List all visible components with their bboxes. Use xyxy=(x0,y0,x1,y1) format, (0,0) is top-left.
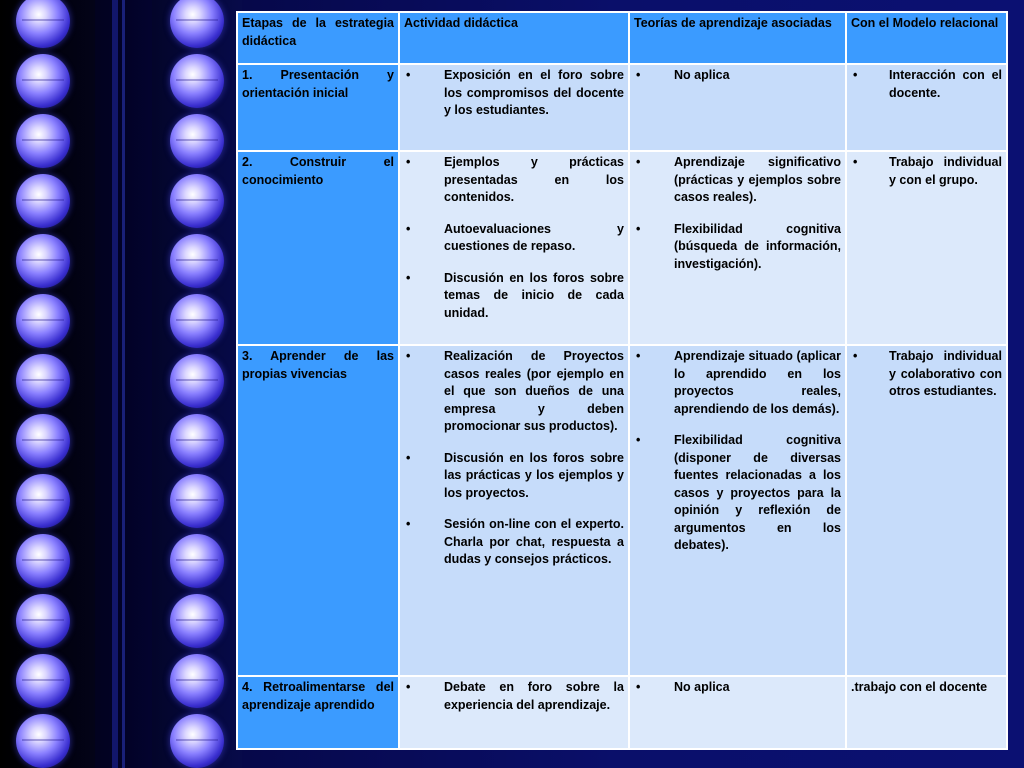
orb-decoration xyxy=(16,54,70,108)
orb-decoration xyxy=(170,534,224,588)
orb-decoration xyxy=(170,474,224,528)
orb-decoration xyxy=(16,114,70,168)
theory-cell xyxy=(629,151,846,345)
orb-decoration xyxy=(170,654,224,708)
theory-cell xyxy=(629,676,846,749)
activity-cell xyxy=(399,676,629,749)
strategy-table xyxy=(236,11,1008,750)
activity-item: • Realización de Proyectos casos reales (por ejemplo en el que son dueños de una empresa y deben promocionar sus productos). xyxy=(404,348,624,436)
header-model: Con el Modelo relacional xyxy=(846,12,1007,64)
orb-decoration xyxy=(16,354,70,408)
model-item: • Trabajo individual y con el grupo. xyxy=(851,154,1002,189)
activity-item: • Autoevaluaciones y cuestiones de repaso. xyxy=(404,221,624,256)
model-item: • Trabajo individual y colaborativo con otros estudiantes. xyxy=(851,348,1002,401)
theory-cell xyxy=(629,345,846,676)
orb-decoration xyxy=(170,714,224,768)
orb-decoration xyxy=(16,654,70,708)
activity-cell xyxy=(399,151,629,345)
header-activity: Actividad didáctica xyxy=(399,12,629,64)
activity-item: • Discusión en los foros sobre las prácticas y los ejemplos y los proyectos. xyxy=(404,450,624,503)
activity-item: • Debate en foro sobre la experiencia del aprendizaje. xyxy=(404,679,624,714)
orb-decoration xyxy=(16,474,70,528)
orb-decoration xyxy=(16,714,70,768)
orb-decoration xyxy=(16,534,70,588)
theory-item: • No aplica xyxy=(634,67,841,85)
orb-decoration xyxy=(170,294,224,348)
light-stripe xyxy=(112,0,118,768)
orb-decoration xyxy=(170,174,224,228)
orb-decoration xyxy=(170,114,224,168)
table-row xyxy=(237,676,1007,749)
orb-decoration xyxy=(170,354,224,408)
stage-cell: 2. Construir el conocimiento xyxy=(237,151,399,345)
theory-item: • Flexibilidad cognitiva (búsqueda de información, investigación). xyxy=(634,221,841,274)
theory-item: • Aprendizaje significativo (prácticas y ejemplos sobre casos reales). xyxy=(634,154,841,207)
model-cell xyxy=(846,151,1007,345)
stage-cell: 1. Presentación y orientación inicial xyxy=(237,64,399,151)
activity-item: • Sesión on-line con el experto. Charla por chat, respuesta a dudas y consejos prácticos. xyxy=(404,516,624,569)
stage-cell: 3. Aprender de las propias vivencias xyxy=(237,345,399,676)
theory-item: • Aprendizaje situado (aplicar lo aprendido en los proyectos reales, aprendiendo de los demás). xyxy=(634,348,841,418)
header-stages: Etapas de la estrategia didáctica xyxy=(237,12,399,64)
orb-decoration xyxy=(16,234,70,288)
orb-decoration xyxy=(170,414,224,468)
activity-cell xyxy=(399,345,629,676)
activity-item: • Exposición en el foro sobre los compromisos del docente y los estudiantes. xyxy=(404,67,624,120)
orb-decoration xyxy=(170,234,224,288)
model-cell: .trabajo con el docente xyxy=(846,676,1007,749)
activity-item: • Ejemplos y prácticas presentadas en los contenidos. xyxy=(404,154,624,207)
theory-item: • No aplica xyxy=(634,679,841,697)
model-cell xyxy=(846,64,1007,151)
orb-decoration xyxy=(16,174,70,228)
activity-item: • Discusión en los foros sobre temas de inicio de cada unidad. xyxy=(404,270,624,323)
model-cell xyxy=(846,345,1007,676)
table-row xyxy=(237,151,1007,345)
header-theories: Teorías de aprendizaje asociadas xyxy=(629,12,846,64)
activity-cell xyxy=(399,64,629,151)
theory-cell xyxy=(629,64,846,151)
theory-item: • Flexibilidad cognitiva (disponer de diversas fuentes relacionadas a los casos y proyectos para la opinión y reflexión de argumentos en los debates). xyxy=(634,432,841,555)
orb-decoration xyxy=(16,594,70,648)
model-item: • Interacción con el docente. xyxy=(851,67,1002,102)
table-header-row xyxy=(237,12,1007,64)
orb-decoration xyxy=(170,594,224,648)
orb-decoration xyxy=(16,294,70,348)
table-row xyxy=(237,64,1007,151)
orb-decoration xyxy=(16,414,70,468)
light-stripe xyxy=(122,0,125,768)
table-row xyxy=(237,345,1007,676)
stage-cell: 4. Retroalimentarse del aprendizaje aprendido xyxy=(237,676,399,749)
orb-decoration xyxy=(170,54,224,108)
